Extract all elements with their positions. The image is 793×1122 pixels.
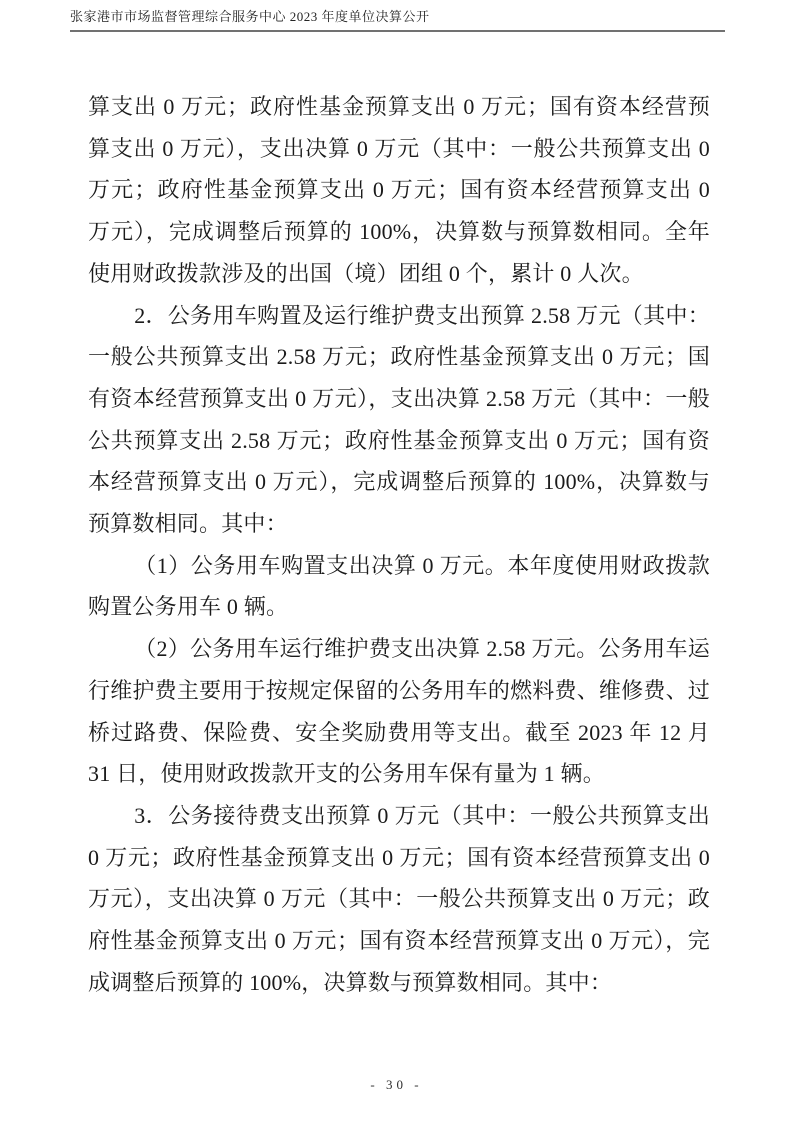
paragraph-vehicle-purchase: （1）公务用车购置支出决算 0 万元。本年度使用财政拨款购置公务用车 0 辆。 xyxy=(88,552,710,620)
paragraph-vehicle-maintenance: （2）公务用车运行维护费支出决算 2.58 万元。公务用车运行维护费主要用于按规定保留的公务用车的燃料费、维修费、过桥过路费、保险费、安全奖励费用等支出。截至 2023 年 12 月 31 日，使用财政拨款开支的公务用车保有量为 1 辆。 xyxy=(88,636,710,787)
header-title: 张家港市市场监督管理综合服务中心 2023 年度单位决算公开 xyxy=(70,9,430,24)
paragraph-continuation: 算支出 0 万元；政府性基金预算支出 0 万元；国有资本经营预算支出 0 万元），支出决算 0 万元（其中：一般公共预算支出 0 万元；政府性基金预算支出 0 万元；国有资本经营预算支出 0 万元），完成调整后预算的 100%，决算数与预算数相同。全年使用财政拨款涉及的出国（境）团组 0 个，累计 0 人次。 xyxy=(88,94,710,286)
page-header xyxy=(70,9,725,32)
document-body xyxy=(88,86,710,1003)
page-number: - 30 - xyxy=(370,1077,423,1092)
paragraph-reception-expense: 3．公务接待费支出预算 0 万元（其中：一般公共预算支出 0 万元；政府性基金预算支出 0 万元；国有资本经营预算支出 0 万元），支出决算 0 万元（其中：一般公共预算支出 0 万元；政府性基金预算支出 0 万元；国有资本经营预算支出 0 万元），完成调整后预算的 100%，决算数与预算数相同。其中： xyxy=(88,802,710,995)
page-footer xyxy=(0,1076,793,1094)
paragraph-vehicle-budget: 2．公务用车购置及运行维护费支出预算 2.58 万元（其中：一般公共预算支出 2.58 万元；政府性基金预算支出 0 万元；国有资本经营预算支出 0 万元），支出决算 2.58 万元（其中：一般公共预算支出 2.58 万元；政府性基金预算支出 0 万元；国有资本经营预算支出 0 万元），完成调整后预算的 100%，决算数与预算数相同。其中： xyxy=(88,302,710,537)
